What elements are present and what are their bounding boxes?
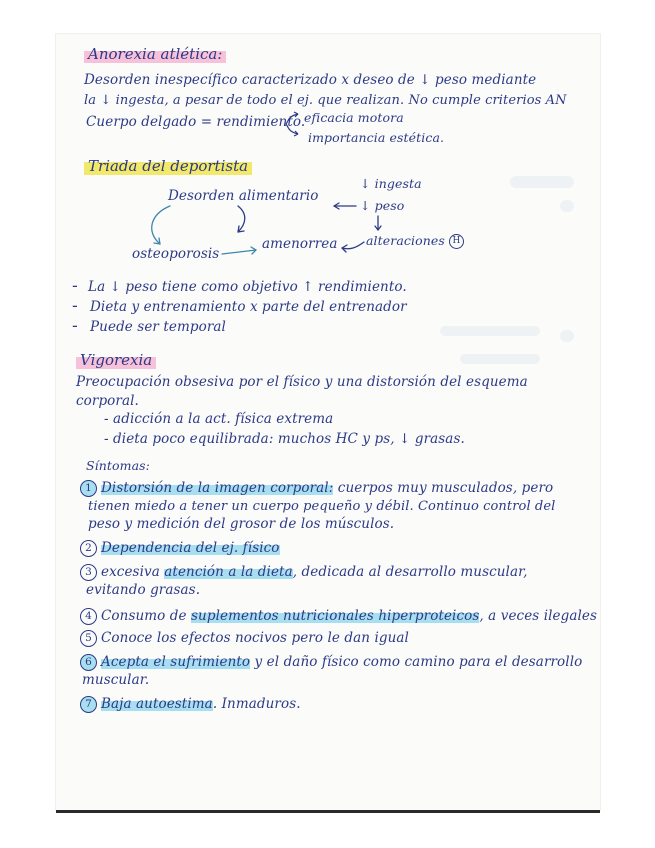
anorexia-line-2: la ↓ ingesta, a pesar de todo el ej. que realizan. No cumple criterios AN [84,93,567,108]
sintoma-3-highlight: atención a la dieta [164,564,293,580]
alteraciones-label: alteraciones [366,233,445,248]
anorexia-estetica: importancia estética. [308,130,445,145]
anorexia-line-1: Desorden inespecífico caracterizado x deseo de ↓ peso mediante [84,72,537,88]
sintoma-1-text: cuerpos muy musculados, pero [333,480,554,496]
alteraciones-mark: H [449,234,464,249]
anorexia-motora: eficacia motora [304,110,404,125]
sintoma-2-highlight: Dependencia del ej. físico [101,540,280,556]
sintoma-1 [80,480,553,497]
vigorexia-line-1: Preocupación obsesiva por el físico y una distorsión del esquema [76,374,528,390]
sintoma-number: 6 [80,654,97,671]
anorexia-title: Anorexia atlética: [84,44,226,64]
sintoma-number: 2 [80,540,97,557]
sintoma-number: 1 [80,480,97,497]
triada-osteoporosis: osteoporosis [132,246,220,262]
sintoma-6-line-2: muscular. [82,672,150,688]
sintoma-4-text-a: Consumo de [101,608,192,624]
sintoma-3-text-b: , dedicada al desarrollo muscular, [292,564,528,580]
anorexia-line-3: Cuerpo delgado = rendimiento. [86,114,306,130]
sintoma-7 [80,696,301,713]
sintoma-7-highlight: Baja autoestima [101,696,213,712]
triada-desorden: Desorden alimentario [168,188,319,204]
triada-bullet-2: Dieta y entrenamiento x parte del entrenador [90,299,407,315]
sintoma-number: 3 [80,564,97,581]
sintoma-6-text: y el daño físico como camino para el desarrollo [250,654,583,670]
sintoma-3 [80,564,528,581]
bullet-dash: - [72,316,78,335]
sintomas-label: Síntomas: [86,458,150,473]
sintoma-6 [80,654,582,671]
sintoma-2 [80,540,280,557]
triada-ingesta: ↓ ingesta [360,176,422,191]
sintoma-1-highlight: Distorsión de la imagen corporal: [101,480,334,496]
vigorexia-title: Vigorexia [76,350,156,370]
bullet-dash: - [72,276,78,295]
sintoma-4-text-b: , a veces ilegales [479,608,598,624]
sintoma-3-text-a: excesiva [101,564,165,580]
triada-title: Triada del deportista [84,156,252,176]
vigorexia-sub-2: - dieta poco equilibrada: muchos HC y ps, ↓ grasas. [104,431,465,447]
triada-bullet-3: Puede ser temporal [90,319,226,335]
vigorexia-line-2: corporal. [76,393,139,409]
sintoma-number: 5 [80,630,97,647]
sintoma-7-text: . Inmaduros. [212,696,301,712]
sintoma-number: 4 [80,608,97,625]
sintoma-3-line-2: evitando grasas. [86,582,201,598]
triada-bullet-1: La ↓ peso tiene como objetivo ↑ rendimiento. [88,279,407,295]
sintoma-6-highlight: Acepta el sufrimiento [101,654,251,670]
vigorexia-sub-1: - adicción a la act. física extrema [104,411,334,427]
sintoma-1-line-3: peso y medición del grosor de los músculos. [88,516,395,532]
page-bottom-rule [56,810,600,813]
triada-amenorrea: amenorrea [262,236,338,252]
sintoma-4-highlight: suplementos nutricionales hiperproteicos [191,608,480,624]
sintoma-5-text: Conoce los efectos nocivos pero le dan igual [101,630,409,646]
sintoma-number: 7 [80,696,97,713]
sintoma-1-line-2: tienen miedo a tener un cuerpo pequeño y débil. Continuo control del [88,499,556,514]
bullet-dash: - [72,296,78,315]
sintoma-5 [80,630,409,647]
triada-peso: ↓ peso [360,198,405,213]
sintoma-4 [80,608,597,625]
